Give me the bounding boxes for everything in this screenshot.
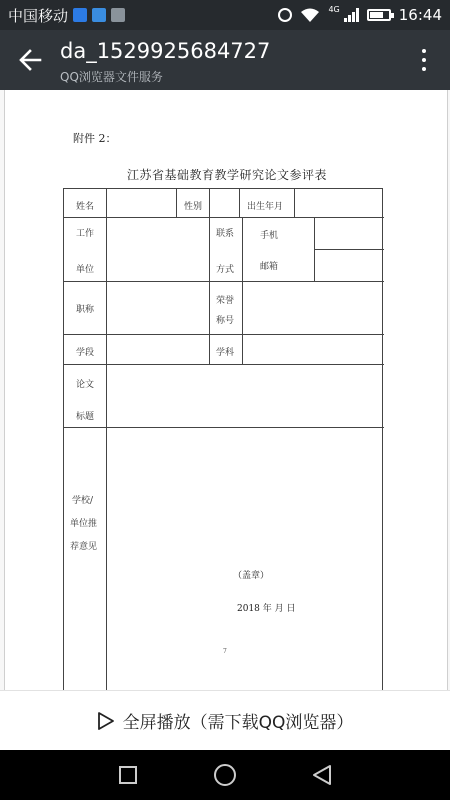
page-number: 7 xyxy=(223,648,227,655)
home-icon xyxy=(213,763,237,787)
play-icon xyxy=(97,711,115,731)
back-button[interactable] xyxy=(12,44,48,76)
system-nav-bar xyxy=(0,750,450,800)
label-gender: 性别 xyxy=(184,202,203,212)
label-stage: 学段 xyxy=(76,348,95,358)
fullscreen-play-button[interactable] xyxy=(0,690,450,750)
seal-label: （盖章） xyxy=(233,571,270,581)
status-bar xyxy=(0,0,450,30)
label-work1: 工作 xyxy=(76,229,95,239)
label-birth: 出生年月 xyxy=(247,202,284,212)
app-notification-icon xyxy=(73,8,87,22)
back-icon xyxy=(311,764,333,786)
label-email: 邮箱 xyxy=(260,262,279,272)
recent-apps-icon xyxy=(118,765,138,785)
label-mobile: 手机 xyxy=(260,231,279,241)
alarm-icon xyxy=(278,8,292,22)
more-vertical-icon xyxy=(422,49,426,53)
label-subject: 学科 xyxy=(216,348,235,358)
more-options-button[interactable] xyxy=(414,46,434,74)
recent-apps-button[interactable] xyxy=(115,762,141,788)
signal-icon xyxy=(344,8,359,22)
document-title: da_1529925684727 xyxy=(60,39,271,63)
battery-level xyxy=(370,12,384,18)
label-paper1: 论文 xyxy=(76,380,95,390)
wifi-icon xyxy=(300,7,320,23)
nav-back-button[interactable] xyxy=(309,762,335,788)
document-viewport[interactable] xyxy=(0,90,450,690)
label-work2: 单位 xyxy=(76,265,95,275)
arrow-left-icon xyxy=(18,49,42,71)
date-label: 2018 年 月 日 xyxy=(237,604,296,614)
form-title: 江苏省基础教育教学研究论文参评表 xyxy=(126,168,327,182)
home-button[interactable] xyxy=(212,762,238,788)
label-paper2: 标题 xyxy=(76,412,95,422)
label-opinion1: 学校/ xyxy=(72,496,94,506)
label-opinion2: 单位推 xyxy=(70,519,98,529)
label-name: 姓名 xyxy=(76,202,95,212)
attachment-label: 附件 2： xyxy=(73,132,117,145)
application-form-table xyxy=(63,188,383,690)
label-contact1: 联系 xyxy=(216,229,235,239)
label-honor2: 称号 xyxy=(216,316,235,326)
fullscreen-play-label: 全屏播放（需下载QQ浏览器） xyxy=(122,713,354,733)
label-honor1: 荣誉 xyxy=(216,296,235,306)
label-opinion3: 荐意见 xyxy=(70,542,98,552)
document-page xyxy=(4,90,448,690)
label-contact2: 方式 xyxy=(216,265,235,275)
label-position: 职称 xyxy=(76,305,95,315)
status-left xyxy=(8,5,125,26)
app-bar xyxy=(0,30,450,90)
network-type: 4G xyxy=(328,5,340,14)
status-right xyxy=(278,6,442,24)
status-time: 16:44 xyxy=(398,6,442,24)
battery-icon xyxy=(367,9,391,21)
image-notification-icon xyxy=(111,8,125,22)
carrier-name: 中国移动 xyxy=(8,6,69,25)
document-subtitle: QQ浏览器文件服务 xyxy=(60,70,163,84)
app-notification-icon xyxy=(92,8,106,22)
